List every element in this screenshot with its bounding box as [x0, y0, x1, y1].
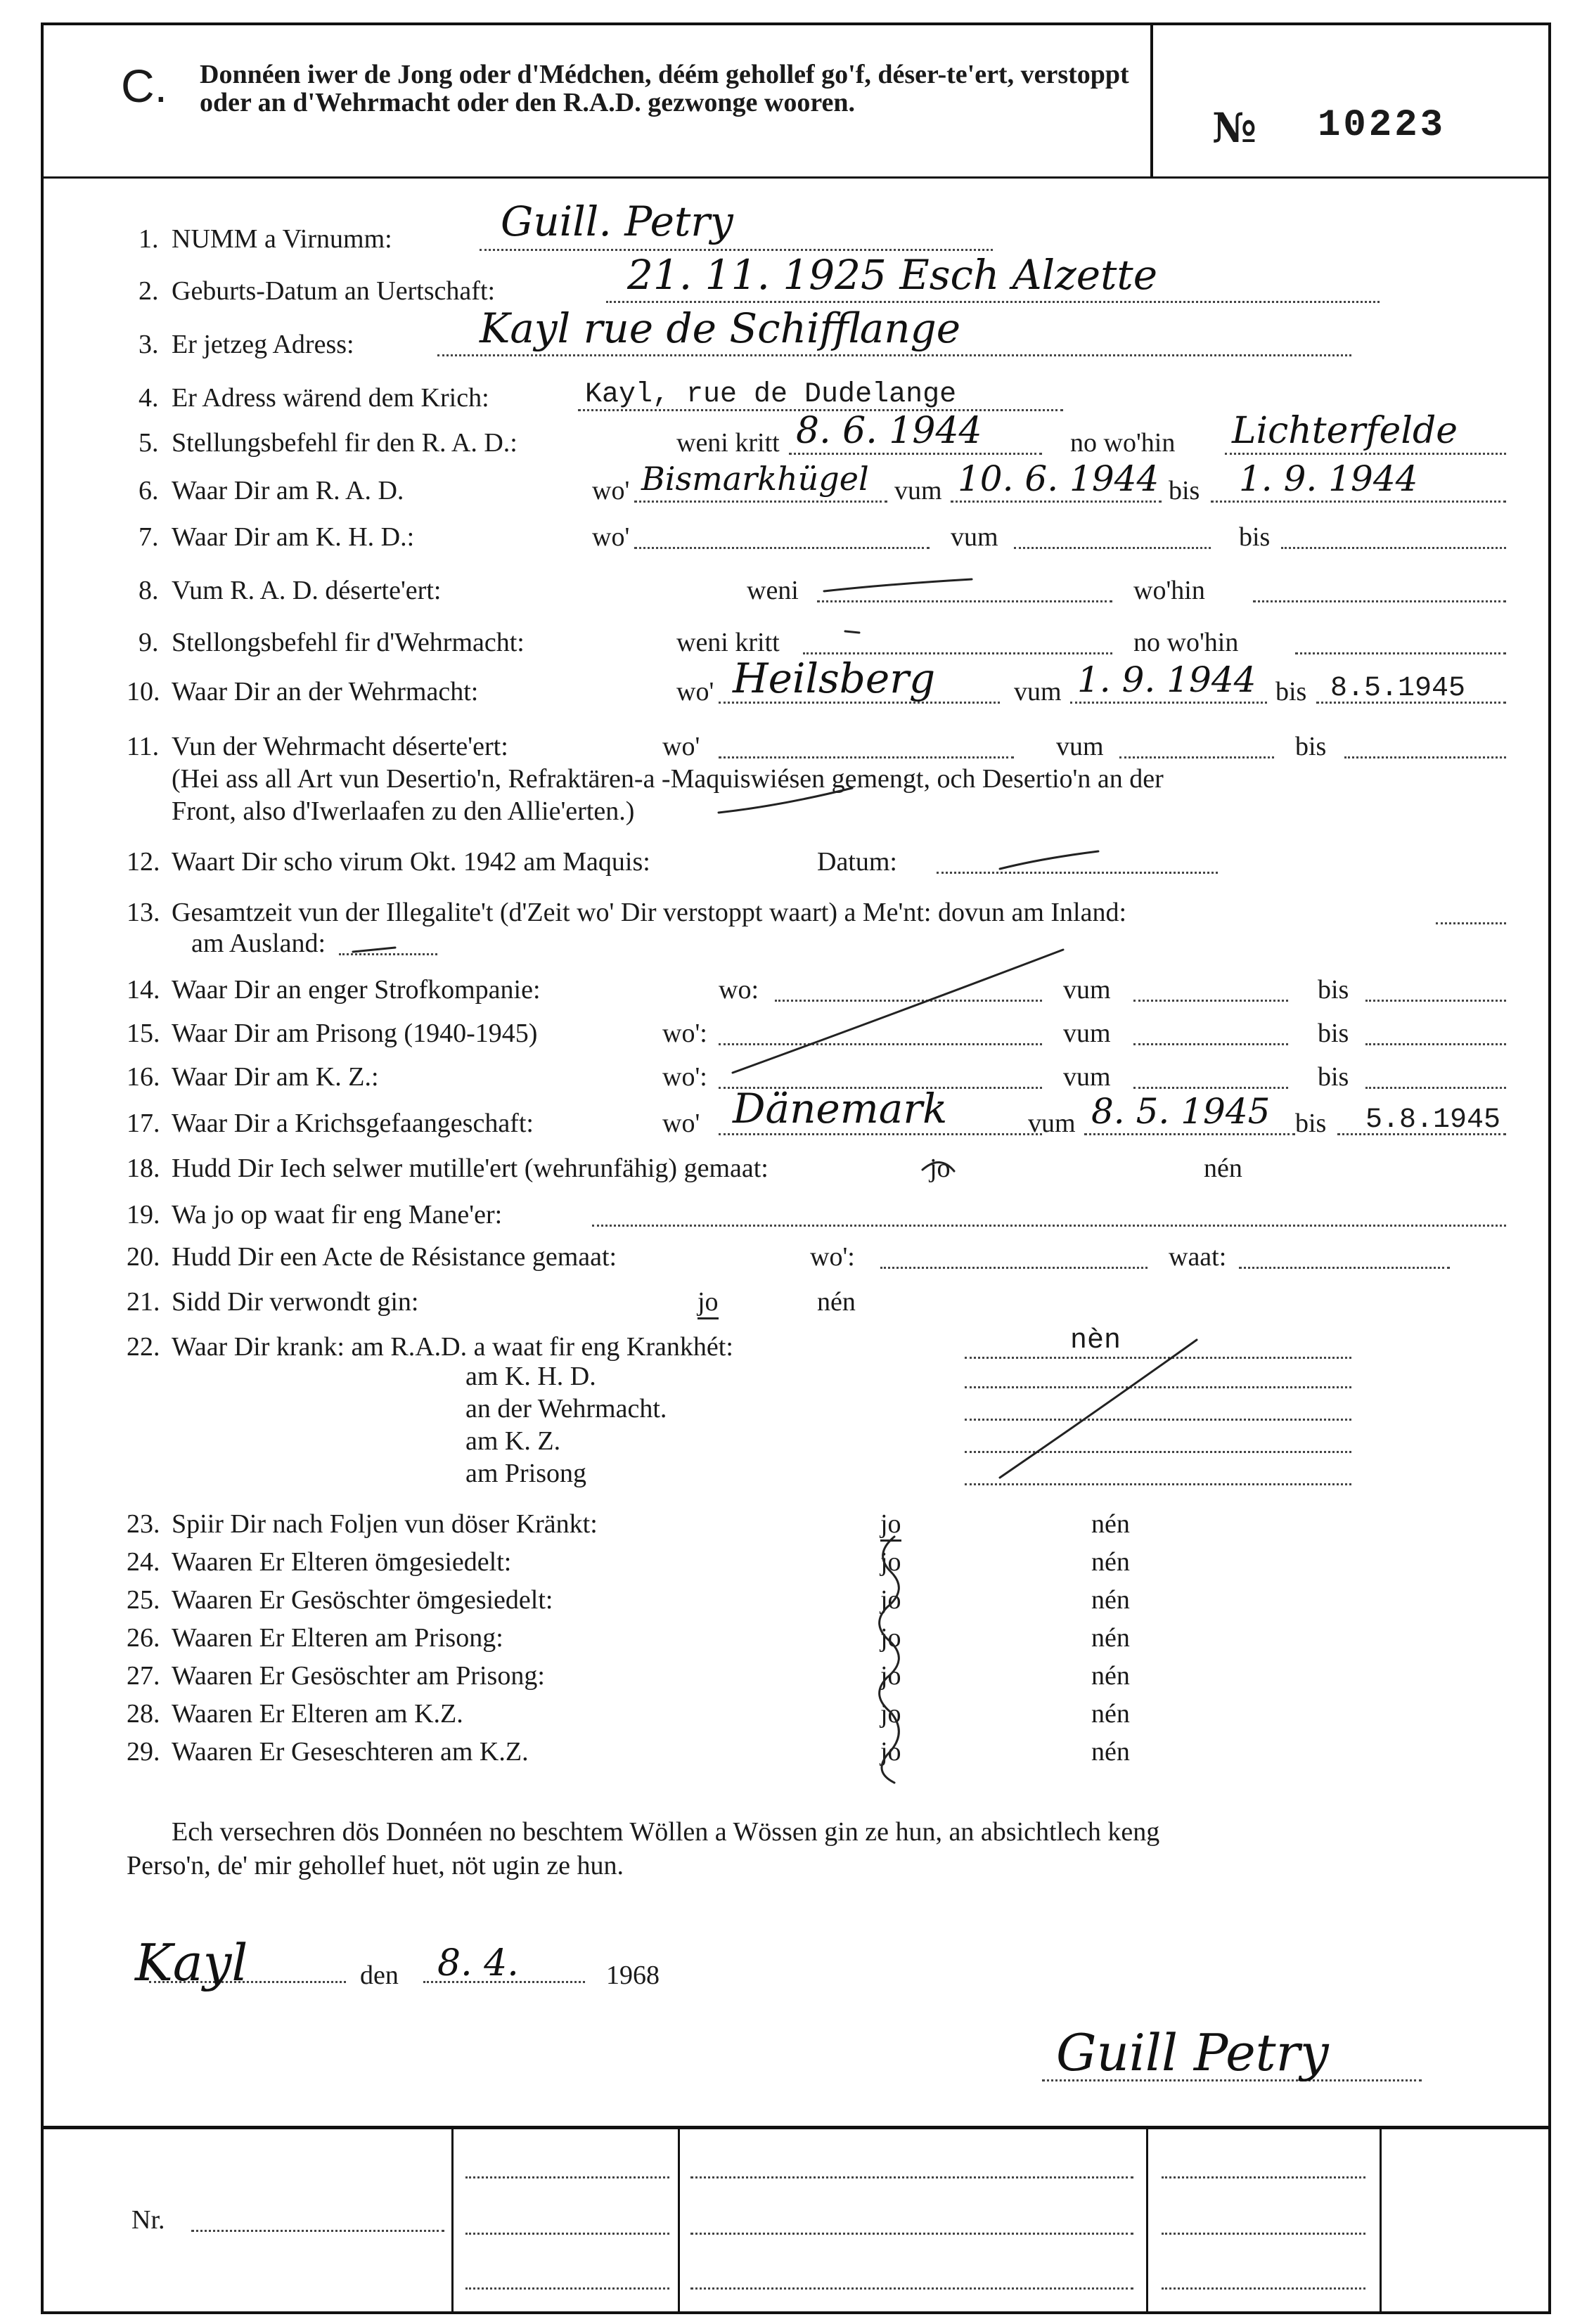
row-22-value: nèn — [1070, 1325, 1121, 1357]
row-14-wo-label: wo: — [719, 975, 759, 1005]
row-11-vum-label: vum — [1056, 732, 1104, 761]
row-18-mark — [922, 1162, 954, 1171]
row-12-datum-label: Datum: — [817, 847, 897, 877]
row-1-num: 1. — [139, 224, 159, 254]
signature-name: Guill Petry — [1056, 2023, 1329, 2082]
footer-cell-line-2b — [690, 2233, 1133, 2235]
footer-cell-line-1b — [465, 2233, 669, 2235]
row-21-label: Sidd Dir verwondt gin: — [172, 1287, 419, 1317]
row-6-label: Waar Dir am R. A. D. — [172, 476, 404, 505]
row-25-jo[interactable]: jo — [880, 1585, 901, 1615]
row-29-label: Waaren Er Geseschteren am K.Z. — [172, 1737, 529, 1767]
signature-place: Kayl — [135, 1933, 248, 1992]
footer-nr-line — [191, 2230, 444, 2232]
row-28-num: 28. — [127, 1699, 160, 1729]
row-15-vum-label: vum — [1063, 1019, 1111, 1048]
row-18-jo: jo — [930, 1154, 951, 1183]
row-17-wo-value: Dänemark — [733, 1085, 948, 1132]
row-4-num: 4. — [139, 383, 159, 413]
row-10-bis-value: 8.5.1945 — [1330, 673, 1466, 704]
footer-cell-line-3b — [1162, 2233, 1365, 2235]
row-17-bis-label: bis — [1295, 1109, 1327, 1138]
row-21-jo[interactable]: jo — [698, 1286, 719, 1319]
row-26-num: 26. — [127, 1623, 160, 1653]
footer-cell-line-2c — [690, 2287, 1133, 2290]
footer-cell-line-1c — [465, 2287, 669, 2290]
row-5-label: Stellungsbefehl fir den R. A. D.: — [172, 428, 518, 458]
row-14-bis-label: bis — [1318, 975, 1349, 1005]
row-28-jo[interactable]: jo — [880, 1699, 901, 1729]
row-12-num: 12. — [127, 847, 160, 877]
row-2-value: 21. 11. 1925 Esch Alzette — [627, 251, 1158, 299]
footer-cell-line-3c — [1162, 2287, 1365, 2290]
footer-divider-1 — [451, 2127, 454, 2314]
row-10-bis-label: bis — [1275, 677, 1307, 706]
footer-cell-line-2a — [690, 2176, 1133, 2178]
row-19-num: 19. — [127, 1200, 160, 1229]
row-13-num: 13. — [127, 898, 160, 927]
row-29-nen: nén — [1091, 1737, 1130, 1767]
row-29-jo[interactable]: jo — [880, 1737, 901, 1767]
row-20-wo-label: wo': — [810, 1242, 855, 1272]
row-18-num: 18. — [127, 1154, 160, 1183]
row-5-weni-label: weni kritt — [676, 428, 780, 458]
row-2-label: Geburts-Datum an Uertschaft: — [172, 276, 496, 306]
row-22-num: 22. — [127, 1332, 160, 1362]
row-27-label: Waaren Er Gesöschter am Prisong: — [172, 1661, 545, 1691]
row-4-value: Kayl, rue de Dudelange — [585, 379, 957, 411]
row-14-16-strike — [733, 950, 1063, 1073]
row-12-label: Waart Dir scho virum Okt. 1942 am Maquis: — [172, 847, 650, 877]
row-9-num: 9. — [139, 628, 159, 657]
row-17-vum-value: 8. 5. 1945 — [1091, 1091, 1271, 1132]
row-28-nen: nén — [1091, 1699, 1130, 1729]
row-10-label: Waar Dir an der Wehrmacht: — [172, 677, 479, 706]
row-26-nen: nén — [1091, 1623, 1130, 1653]
row-8-strike — [824, 579, 972, 591]
signature-date: 8. 4. — [437, 1942, 519, 1984]
row-21-nen: nén — [817, 1287, 856, 1317]
row-10-vum-value: 1. 9. 1944 — [1077, 659, 1256, 700]
footer-divider-2 — [678, 2127, 680, 2314]
row-27-num: 27. — [127, 1661, 160, 1691]
row-9-nowohin-label: no wo'hin — [1133, 628, 1239, 657]
row-3-label: Er jetzeg Adress: — [172, 330, 354, 359]
row-29-num: 29. — [127, 1737, 160, 1767]
row-5-weni-value: 8. 6. 1944 — [796, 410, 982, 452]
row-11-note-1: (Hei ass all Art vun Desertio'n, Refraktären-a -Maquiswiésen gemengt, och Desertio'n an der — [172, 764, 1164, 794]
row-20-waat-label: waat: — [1169, 1242, 1227, 1272]
row-8-label: Vum R. A. D. déserte'ert: — [172, 576, 442, 605]
row-17-bis-value: 5.8.1945 — [1365, 1104, 1501, 1136]
row-24-label: Waaren Er Elteren ömgesiedelt: — [172, 1547, 512, 1577]
row-14-num: 14. — [127, 975, 160, 1005]
row-7-vum-label: vum — [951, 522, 998, 552]
row-17-label: Waar Dir a Krichsgefaangeschaft: — [172, 1109, 534, 1138]
row-22-sub-4: am Prisong — [465, 1459, 587, 1488]
row-19-label: Wa jo op waat fir eng Mane'er: — [172, 1200, 503, 1229]
form-number: 10223 — [1318, 104, 1446, 147]
row-27-nen: nén — [1091, 1661, 1130, 1691]
row-20-label: Hudd Dir een Acte de Résistance gemaat: — [172, 1242, 617, 1272]
row-10-vum-label: vum — [1014, 677, 1062, 706]
row-24-29-bracket — [880, 1537, 899, 1783]
row-22-sub-3: am K. Z. — [465, 1426, 561, 1456]
row-17-vum-label: vum — [1028, 1109, 1076, 1138]
row-6-wo-value: Bismarkhügel — [641, 460, 869, 498]
row-10-wo-value: Heilsberg — [733, 654, 936, 702]
row-8-weni-label: weni — [747, 576, 799, 605]
row-5-nowohin-value: Lichterfelde — [1232, 410, 1458, 452]
row-16-bis-label: bis — [1318, 1062, 1349, 1092]
row-7-bis-label: bis — [1239, 522, 1271, 552]
row-16-num: 16. — [127, 1062, 160, 1092]
row-6-vum-value: 10. 6. 1944 — [958, 458, 1159, 499]
footer-divider-3 — [1146, 2127, 1148, 2314]
row-3-num: 3. — [139, 330, 159, 359]
row-11-num: 11. — [127, 732, 160, 761]
row-25-label: Waaren Er Gesöschter ömgesiedelt: — [172, 1585, 553, 1615]
row-7-wo-label: wo' — [592, 522, 630, 552]
row-16-wo-label: wo': — [662, 1062, 707, 1092]
row-25-nen: nén — [1091, 1585, 1130, 1615]
footer-cell-line-3a — [1162, 2176, 1365, 2178]
row-22-label: Waar Dir krank: am R.A.D. a waat fir eng Krankhét: — [172, 1332, 733, 1362]
row-22-sub-1: am K. H. D. — [465, 1362, 596, 1391]
pen-strokes — [44, 25, 1548, 1825]
row-24-jo[interactable]: jo — [880, 1547, 901, 1577]
row-13-strike — [353, 948, 395, 952]
row-20-num: 20. — [127, 1242, 160, 1272]
row-14-label: Waar Dir an enger Strofkompanie: — [172, 975, 541, 1005]
row-23-nen: nén — [1091, 1509, 1130, 1539]
declaration-line-1: Ech versechren dös Donnéen no beschtem Wöllen a Wössen gin ze hun, an absichtlech keng — [172, 1817, 1160, 1847]
row-4-label: Er Adress wärend dem Krich: — [172, 383, 489, 413]
registration-form — [41, 22, 1551, 2314]
row-12-strike — [1000, 851, 1098, 869]
row-17-num: 17. — [127, 1109, 160, 1138]
section-letter: C. — [121, 60, 167, 112]
row-16-label: Waar Dir am K. Z.: — [172, 1062, 379, 1092]
row-15-bis-label: bis — [1318, 1019, 1349, 1048]
row-11-note-2: Front, also d'Iwerlaafen zu den Allie'erten.) — [172, 796, 635, 826]
row-26-label: Waaren Er Elteren am Prisong: — [172, 1623, 503, 1653]
row-9-mark — [845, 631, 859, 633]
row-6-vum-label: vum — [894, 476, 942, 505]
row-11-strike — [719, 788, 852, 813]
row-15-label: Waar Dir am Prisong (1940-1945) — [172, 1019, 538, 1048]
row-13-label: Gesamtzeit vun der Illegalite't (d'Zeit wo' Dir verstoppt waart) a Me'nt: dovun am Inland: — [172, 898, 1127, 927]
row-26-jo[interactable]: jo — [880, 1623, 901, 1653]
row-9-weni-label: weni kritt — [676, 628, 780, 657]
form-title: Donnéen iwer de Jong oder d'Médchen, déém gehollef go'f, déser-te'ert, verstoppt oder an d'Wehrmacht oder den R.A.D. gezwonge wooren. — [200, 60, 1129, 117]
row-23-num: 23. — [127, 1509, 160, 1539]
row-3-value: Kayl rue de Schifflange — [480, 304, 961, 352]
row-8-wohin-label: wo'hin — [1133, 576, 1205, 605]
signature-den: den — [360, 1961, 399, 1990]
row-15-wo-label: wo': — [662, 1019, 707, 1048]
row-15-num: 15. — [127, 1019, 160, 1048]
row-22-strike — [1000, 1340, 1197, 1478]
row-18-nen: nén — [1204, 1154, 1242, 1183]
row-27-jo[interactable]: jo — [880, 1661, 901, 1691]
row-11-wo-label: wo' — [662, 732, 700, 761]
row-5-nowohin-label: no wo'hin — [1070, 428, 1176, 458]
row-10-num: 10. — [127, 677, 160, 706]
row-22-sub-2: an der Wehrmacht. — [465, 1394, 667, 1424]
row-7-label: Waar Dir am K. H. D.: — [172, 522, 415, 552]
row-24-nen: nén — [1091, 1547, 1130, 1577]
row-6-wo-label: wo' — [592, 476, 630, 505]
row-17-wo-label: wo' — [662, 1109, 700, 1138]
form-number-sign: № — [1212, 104, 1257, 152]
row-13-label-2: am Ausland: — [191, 929, 326, 958]
row-24-num: 24. — [127, 1547, 160, 1577]
footer-cell-line-1a — [465, 2176, 669, 2178]
row-23-label: Spiir Dir nach Foljen vun döser Kränkt: — [172, 1509, 598, 1539]
row-11-bis-label: bis — [1295, 732, 1327, 761]
row-6-bis-label: bis — [1169, 476, 1200, 505]
row-8-num: 8. — [139, 576, 159, 605]
row-23-jo[interactable]: jo — [880, 1509, 901, 1542]
row-9-label: Stellongsbefehl fir d'Wehrmacht: — [172, 628, 525, 657]
row-11-label: Vun der Wehrmacht déserte'ert: — [172, 732, 508, 761]
footer-divider-4 — [1380, 2127, 1382, 2314]
row-28-label: Waaren Er Elteren am K.Z. — [172, 1699, 463, 1729]
row-10-wo-label: wo' — [676, 677, 714, 706]
row-6-bis-value: 1. 9. 1944 — [1239, 458, 1418, 499]
row-21-num: 21. — [127, 1287, 160, 1317]
signature-year: 1968 — [606, 1961, 660, 1990]
row-2-num: 2. — [139, 276, 159, 306]
row-6-num: 6. — [139, 476, 159, 505]
row-1-label: NUMM a Virnumm: — [172, 224, 392, 254]
footer-rule — [44, 2126, 1548, 2129]
declaration-line-2: Perso'n, de' mir gehollef huet, nöt ugin ze hun. — [127, 1851, 624, 1880]
footer-nr-label: Nr. — [131, 2205, 165, 2235]
row-14-vum-label: vum — [1063, 975, 1111, 1005]
row-18-label: Hudd Dir Iech selwer mutille'ert (wehrunfähig) gemaat: — [172, 1154, 769, 1183]
row-5-num: 5. — [139, 428, 159, 458]
row-25-num: 25. — [127, 1585, 160, 1615]
row-1-value: Guill. Petry — [501, 198, 733, 245]
row-7-num: 7. — [139, 522, 159, 552]
row-16-vum-label: vum — [1063, 1062, 1111, 1092]
